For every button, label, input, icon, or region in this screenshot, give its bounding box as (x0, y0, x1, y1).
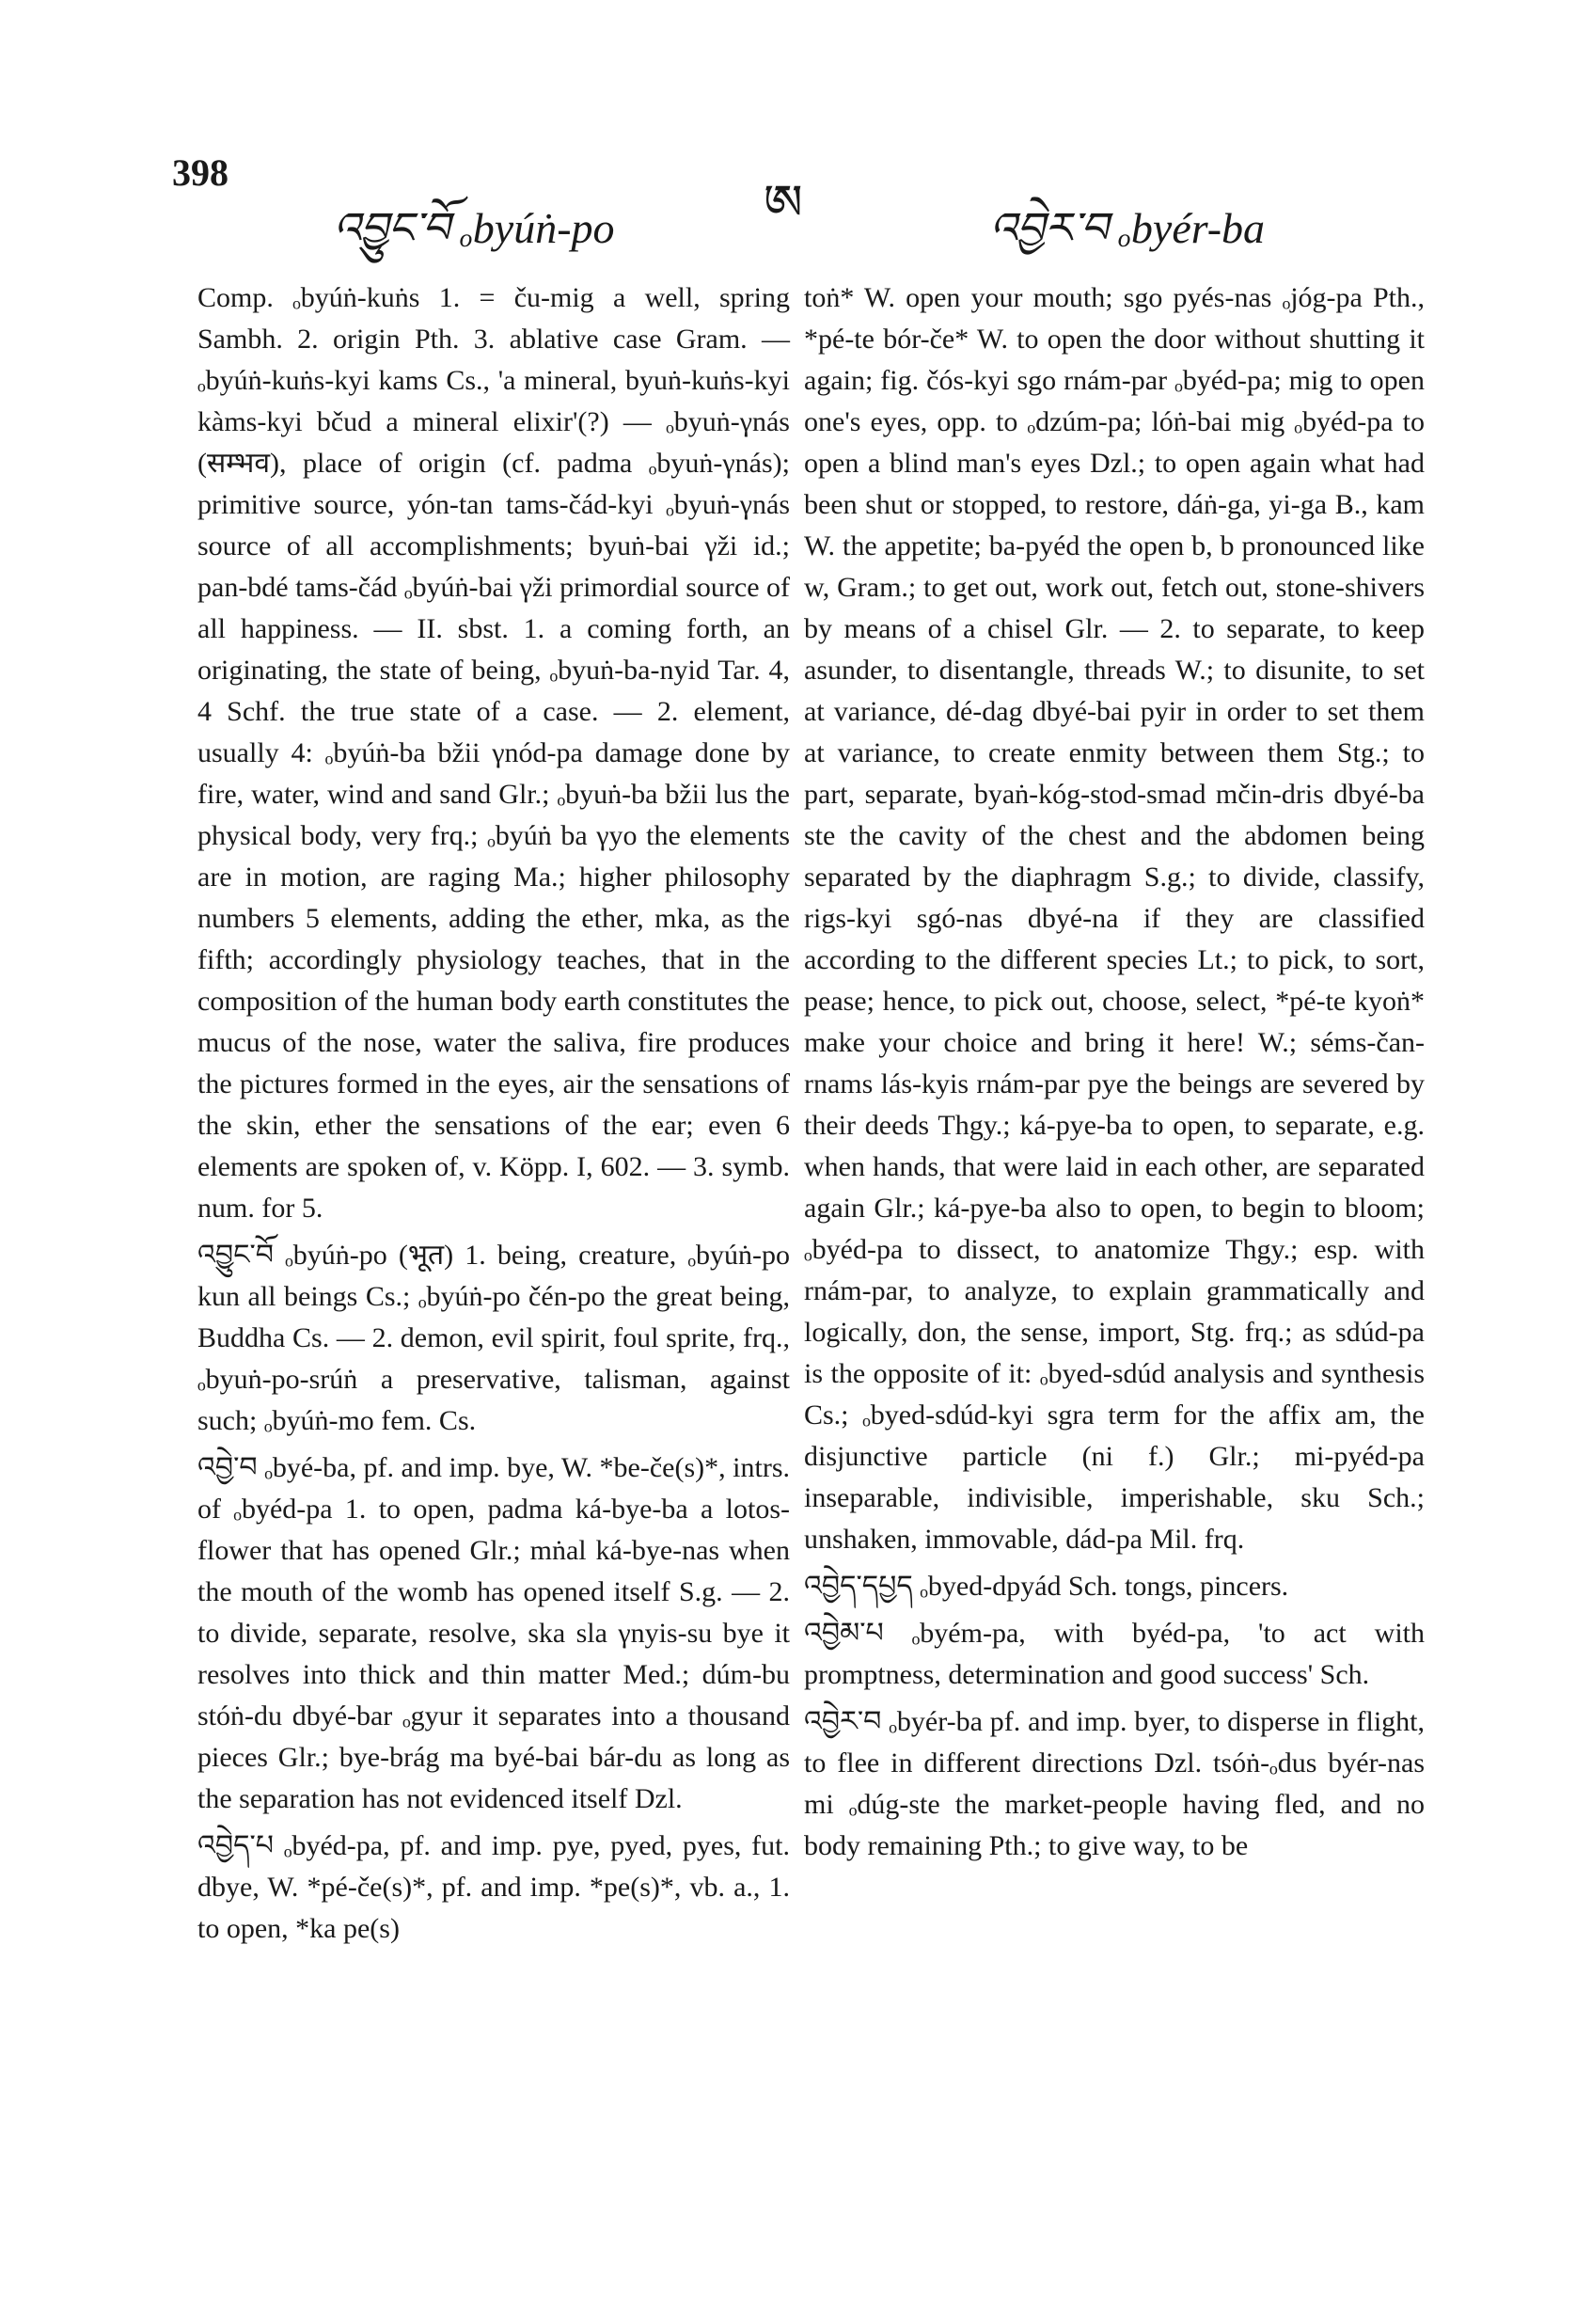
entry-byer-ba: འབྱེར་བ ₒbyér-ba pf. and imp. byer, to disperse in flight, to flee in different directions Dzl. tsóṅ-ₒdus byér-nas mi ₒdúg-ste the market-people having fled, and no body remaining Pth.; to give way, to be (804, 1706, 1425, 1861)
entry-byed-dpyad: འབྱེད་དཔྱད ₒbyed-dpyád Sch. tongs, pincers. (804, 1571, 1289, 1602)
center-letter: ཨ (764, 175, 803, 231)
right-column (804, 277, 1425, 1873)
entry-byed-pa: འབྱེད་པ ₒbyéd-pa, pf. and imp. pye, pyed, pyes, fut. dbye, W. *pé-če(s)*, pf. and imp. *pe(s)*, vb. a., 1. to open, *ka pe(s) (197, 1830, 790, 1944)
left-column (197, 277, 790, 1955)
entry-byung-po-compounds: Comp. ₒbyúṅ-kuṅs 1. = ču-mig a well, spring Sambh. 2. origin Pth. 3. ablative case Gram. — ₒbyúṅ-kuṅs-kyi kams Cs., 'a mineral, byuṅ-kuṅs-kyi kàms-kyi bčud a mineral elixir'(?) — ₒbyuṅ-γnás (सम्भव), place of origin (cf. padma ₒbyuṅ-γnás); primitive source, yón-tan tams-čád-kyi ₒbyuṅ-γnás source of all accomplishments; byuṅ-bai γži id.; pan-bdé tams-čád ₒbyúṅ-bai γži primordial source of all happiness. — II. sbst. 1. a coming forth, an originating, the state of being, ₒbyuṅ-ba-nyid Tar. 4, 4 Schf. the true state of a case. — 2. element, usually 4: ₒbyúṅ-ba bžii γnód-pa damage done by fire, water, wind and sand Glr.; ₒbyuṅ-ba bžii lus the physical body, very frq.; ₒbyúṅ ba γyo the elements are in motion, are raging Ma.; higher philosophy numbers 5 elements, adding the ether, mka, as the fifth; accordingly physiology teaches, that in the composition of the human body earth constitutes the mucus of the nose, water the saliva, fire produces the pictures formed in the eyes, air the sensations of the skin, ether the sensations of the ear; even 6 elements are spoken of, v. Köpp. I, 602. — 3. symb. num. for 5. (197, 282, 791, 1224)
entry-byung-po: འབྱུང་བོ ₒbyúṅ-po (भूत) 1. being, creature, ₒbyúṅ-po kun all beings Cs.; ₒbyúṅ-po čén-po the great being, Buddha Cs. — 2. demon, evil spirit, foul sprite, frq., ₒbyuṅ-po-srúṅ a preservative, talisman, against such; ₒbyúṅ-mo fem. Cs. (197, 1240, 790, 1436)
entry-bye-ba: འབྱེ་བ ₒbyé-ba, pf. and imp. bye, W. *be-če(s)*, intrs. of ₒbyéd-pa 1. to open, padma ká-bye-ba a lotos-flower that has opened Glr.; mṅal ká-bye-nas when the mouth of the womb has opened itself S.g. — 2. to divide, separate, resolve, ska sla γnyis-su bye it resolves into thick and thin matter Med.; dúm-bu stóṅ-du dbyé-bar ₒgyur it separates into a thousand pieces Glr.; bye-brág ma byé-bai bár-du as long as the separation has not evidenced itself Dzl. (197, 1452, 790, 1814)
entry-byem-pa: འབྱེམ་པ ₒbyém-pa, with byéd-pa, 'to act with promptness, determination and good success' Sch. (804, 1618, 1425, 1690)
entry-byed-pa-continued: toṅ* W. open your mouth; sgo pyés-nas ₒjóg-pa Pth., *pé-te bór-če* W. to open the door without shutting it again; fig. čós-kyi sgo rnám-par ₒbyéd-pa; mig to open one's eyes, opp. to ₒdzúm-pa; lóṅ-bai mig ₒbyéd-pa to open a blind man's eyes Dzl.; to open again what had been shut or stopped, to restore, dáṅ-ga, yi-ga B., kam W. the appetite; ba-pyéd the open b, b pronounced like w, Gram.; to get out, work out, fetch out, stone-shivers by means of a chisel Glr. — 2. to separate, to keep asunder, to disentangle, threads W.; to disunite, to set at variance, dé-dag dbyé-bai pyir in order to set them at variance, to create enmity between them Stg.; to part, separate, byaṅ-kóg-stod-smad mčin-dris dbyé-ba ste the cavity of the chest and the abdomen being separated by the diaphragm S.g.; to divide, classify, rigs-kyi sgó-nas dbyé-na if they are classified according to the different species Lt.; to pick, to sort, pease; hence, to pick out, choose, select, *pé-te kyoṅ* make your choice and bring it here! W.; séms-čan-rnams lás-kyis rnám-par pye the beings are severed by their deeds Thgy.; ká-pye-ba to open, to separate, e.g. when hands, that were laid in each other, are separated again Glr.; ká-pye-ba also to open, to begin to bloom; ₒbyéd-pa to dissect, to anatomize Thgy.; esp. with rnám-par, to analyze, to explain grammatically and logically, don, the sense, import, Stg. frq.; as sdúd-pa is the opposite of it: ₒbyed-sdúd analysis and synthesis Cs.; ₒbyed-sdúd-kyi sgra term for the affix am, the disjunctive particle (ni f.) Glr.; mi-pyéd-pa inseparable, indivisible, imperishable, sku Sch.; unshaken, immovable, dád-pa Mil. frq. (804, 282, 1425, 1555)
page-number: 398 (172, 151, 229, 194)
running-head-right: འབྱེར་བ ₒbyér-ba (989, 204, 1266, 252)
running-head-left: འབྱུང་བོ ₒbyúṅ-po (333, 204, 615, 252)
